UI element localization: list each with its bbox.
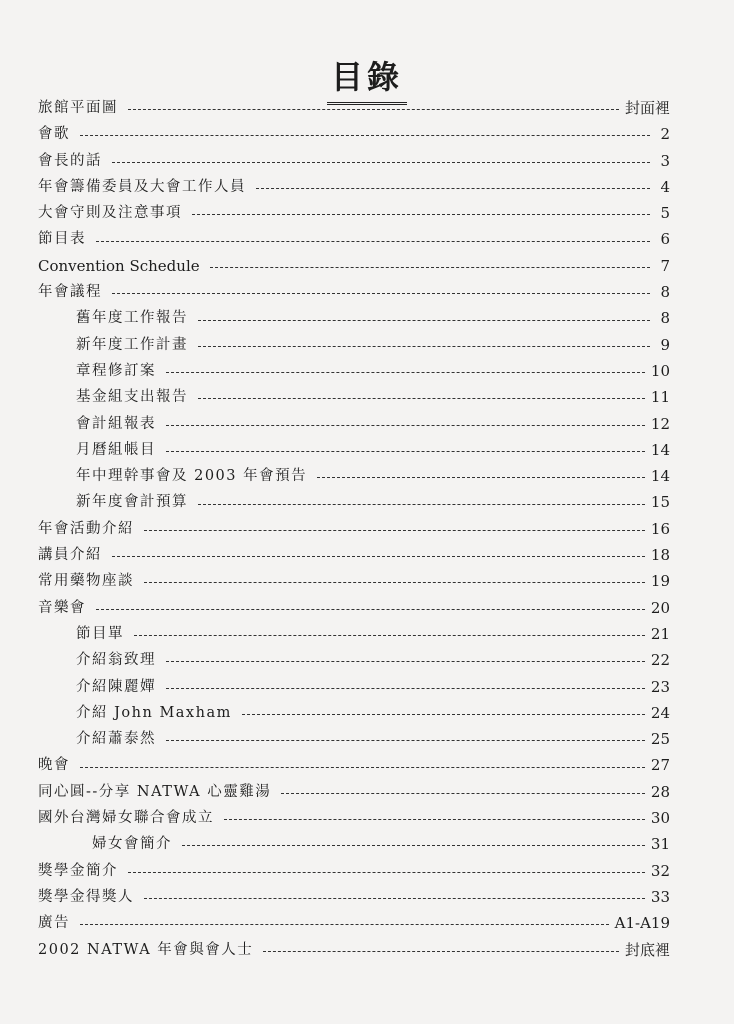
toc-entry-label: 年會議程 xyxy=(38,284,102,301)
toc-entry-page-number: 封面裡 xyxy=(624,99,670,117)
dotted-leader xyxy=(112,555,645,557)
toc-entry-page-number: 15 xyxy=(650,493,670,512)
toc-entry[interactable] xyxy=(38,253,670,279)
dotted-leader xyxy=(166,371,645,373)
toc-entry-page-number: 8 xyxy=(660,283,670,302)
toc-entry-page-number: 27 xyxy=(650,756,670,775)
toc-entry[interactable] xyxy=(38,779,670,805)
toc-entry[interactable] xyxy=(38,831,670,857)
toc-entry-label: 舊年度工作報告 xyxy=(76,310,188,327)
dotted-leader xyxy=(166,660,645,662)
dotted-leader xyxy=(144,529,645,531)
dotted-leader xyxy=(182,844,645,846)
toc-entry-label: 同心圓--分享 NATWA 心靈雞湯 xyxy=(38,783,272,800)
toc-entry-page-number: 25 xyxy=(650,730,670,749)
toc-entry[interactable] xyxy=(38,463,670,489)
toc-entry-label: 介紹翁致理 xyxy=(76,652,156,669)
dotted-leader xyxy=(80,923,609,925)
toc-entry[interactable] xyxy=(38,358,670,384)
toc-entry-page-number: 11 xyxy=(650,388,670,407)
dotted-leader xyxy=(166,687,645,689)
toc-entry-label: 年會活動介紹 xyxy=(38,520,134,537)
dotted-leader xyxy=(242,713,645,715)
toc-entry-page-number: 7 xyxy=(660,256,670,275)
toc-entry-label: 介紹蕭泰然 xyxy=(76,731,156,748)
toc-entry-label: 會歌 xyxy=(38,126,70,143)
toc-entry-page-number: 14 xyxy=(650,467,670,486)
dotted-leader xyxy=(96,608,645,610)
toc-entry-label: 介紹 John Maxham xyxy=(76,704,232,721)
toc-entry-page-number: 30 xyxy=(650,809,670,828)
toc-entry[interactable] xyxy=(38,568,670,594)
toc-entry-page-number: 16 xyxy=(650,519,670,538)
toc-entry-page-number: 33 xyxy=(650,887,670,906)
toc-entry[interactable] xyxy=(38,726,670,752)
toc-entry[interactable] xyxy=(38,516,670,542)
toc-entry-label: 廣告 xyxy=(38,915,70,932)
toc-entry-label: 會計組報表 xyxy=(76,415,156,432)
toc-entry[interactable] xyxy=(38,937,670,963)
toc-entry[interactable] xyxy=(38,148,670,174)
toc-entry-label: Convention Schedule xyxy=(38,256,200,275)
toc-entry-label: 基金組支出報告 xyxy=(76,389,188,406)
dotted-leader xyxy=(256,187,650,189)
toc-entry-label: 年會籌備委員及大會工作人員 xyxy=(38,178,246,195)
dotted-leader xyxy=(192,213,650,215)
toc-entry-page-number: 8 xyxy=(660,309,670,328)
dotted-leader xyxy=(166,739,645,741)
toc-entry[interactable] xyxy=(38,332,670,358)
dotted-leader xyxy=(112,161,650,163)
toc-entry-label: 月曆組帳目 xyxy=(76,441,156,458)
toc-entry[interactable] xyxy=(38,805,670,831)
toc-entry[interactable] xyxy=(38,542,670,568)
dotted-leader xyxy=(134,634,645,636)
toc-entry-label: 大會守則及注意事項 xyxy=(38,205,182,222)
toc-entry-page-number: 封底裡 xyxy=(624,940,670,959)
toc-entry-label: 節目表 xyxy=(38,231,86,248)
dotted-leader xyxy=(112,292,650,294)
dotted-leader xyxy=(166,450,645,452)
toc-entry[interactable] xyxy=(38,384,670,410)
toc-entry-label: 獎學金簡介 xyxy=(38,862,118,879)
toc-entry-page-number: 2 xyxy=(660,125,670,144)
dotted-leader xyxy=(210,266,650,268)
toc-entry-label: 晚會 xyxy=(38,757,70,774)
dotted-leader xyxy=(198,345,650,347)
toc-entry-label: 年中理幹事會及 2003 年會預告 xyxy=(76,468,308,485)
toc-entry-page-number: 4 xyxy=(660,177,670,196)
toc-entry[interactable] xyxy=(38,437,670,463)
page-title: 目錄 xyxy=(327,52,407,105)
toc-entry-page-number: 23 xyxy=(650,677,670,696)
dotted-leader xyxy=(166,424,645,426)
toc-entry[interactable] xyxy=(38,595,670,621)
toc-entry-label: 節目單 xyxy=(76,625,124,642)
toc-entry-label: 婦女會簡介 xyxy=(92,836,172,853)
toc-entry-label: 2002 NATWA 年會與會人士 xyxy=(38,941,254,958)
toc-entry[interactable] xyxy=(38,647,670,673)
toc-entry-page-number: 28 xyxy=(650,782,670,801)
dotted-leader xyxy=(80,134,650,136)
toc-entry[interactable] xyxy=(38,200,670,226)
toc-entry[interactable] xyxy=(38,305,670,331)
toc-entry-page-number: 10 xyxy=(650,361,670,380)
toc-entry-page-number: 31 xyxy=(650,835,670,854)
toc-entry-page-number: 32 xyxy=(650,861,670,880)
dotted-leader xyxy=(144,581,645,583)
toc-entry[interactable] xyxy=(38,621,670,647)
toc-entry-page-number: 21 xyxy=(650,624,670,643)
toc-entry[interactable] xyxy=(38,910,670,936)
toc-entry-page-number: 6 xyxy=(660,230,670,249)
dotted-leader xyxy=(96,240,650,242)
toc-entry[interactable] xyxy=(38,174,670,200)
toc-entry[interactable] xyxy=(38,700,670,726)
toc-entry-label: 國外台灣婦女聯合會成立 xyxy=(38,810,214,827)
dotted-leader xyxy=(198,503,645,505)
toc-entry-page-number: 9 xyxy=(660,335,670,354)
toc-entry-page-number: 19 xyxy=(650,572,670,591)
dotted-leader xyxy=(263,950,619,952)
toc-entry-label: 新年度會計預算 xyxy=(76,494,188,511)
toc-entry-page-number: 22 xyxy=(650,651,670,670)
toc-entry-page-number: 18 xyxy=(650,546,670,565)
toc-entry-page-number: A1-A19 xyxy=(614,914,670,933)
dotted-leader xyxy=(317,476,645,478)
toc-entry[interactable] xyxy=(38,226,670,252)
toc-entry-label: 章程修訂案 xyxy=(76,362,156,379)
dotted-leader xyxy=(224,818,645,820)
toc-entry-label: 旅館平面圖 xyxy=(38,100,118,116)
toc-entry-label: 介紹陳麗嬋 xyxy=(76,678,156,695)
dotted-leader xyxy=(128,871,645,873)
toc-entry[interactable] xyxy=(38,279,670,305)
toc-entry[interactable] xyxy=(38,411,670,437)
dotted-leader xyxy=(128,108,619,110)
toc-entry-label: 常用藥物座談 xyxy=(38,573,134,590)
toc-entry-page-number: 3 xyxy=(660,151,670,170)
dotted-leader xyxy=(198,397,645,399)
toc-entry[interactable] xyxy=(38,858,670,884)
toc-entry[interactable] xyxy=(38,95,670,121)
toc-entry[interactable] xyxy=(38,489,670,515)
table-of-contents xyxy=(38,95,670,963)
toc-entry[interactable] xyxy=(38,674,670,700)
dotted-leader xyxy=(144,897,645,899)
toc-entry-page-number: 20 xyxy=(650,598,670,617)
toc-entry-page-number: 14 xyxy=(650,440,670,459)
toc-entry[interactable] xyxy=(38,884,670,910)
toc-entry[interactable] xyxy=(38,752,670,778)
toc-entry[interactable] xyxy=(38,121,670,147)
toc-entry-label: 講員介紹 xyxy=(38,547,102,564)
toc-entry-label: 音樂會 xyxy=(38,599,86,616)
dotted-leader xyxy=(198,319,650,321)
toc-entry-label: 新年度工作計畫 xyxy=(76,336,188,353)
dotted-leader xyxy=(80,766,645,768)
toc-entry-label: 會長的話 xyxy=(38,152,102,169)
toc-entry-label: 獎學金得獎人 xyxy=(38,888,134,905)
toc-entry-page-number: 12 xyxy=(650,414,670,433)
toc-entry-page-number: 5 xyxy=(660,204,670,223)
dotted-leader xyxy=(281,792,645,794)
toc-entry-page-number: 24 xyxy=(650,703,670,722)
